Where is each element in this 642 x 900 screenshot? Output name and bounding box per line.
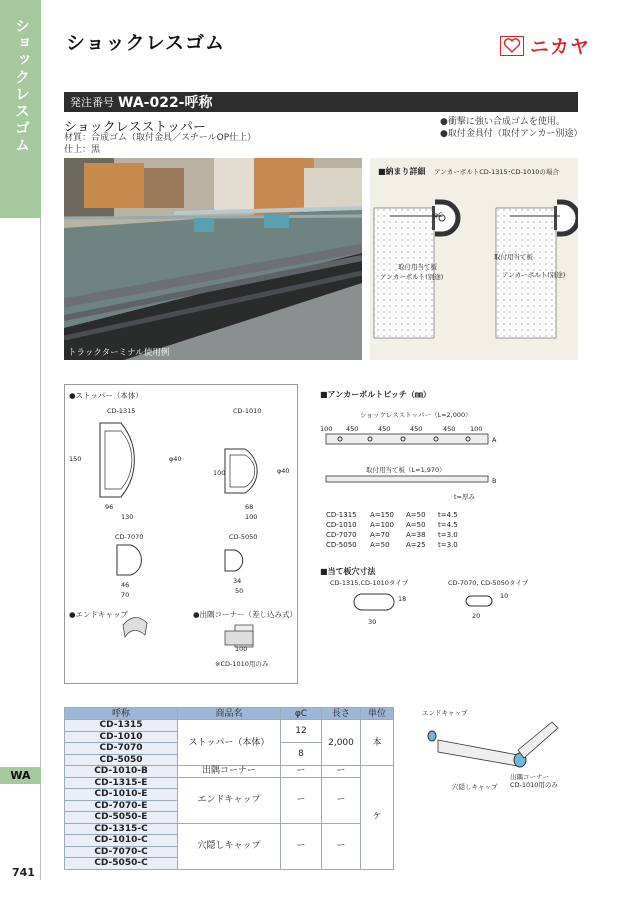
table-code: CD-7070 bbox=[65, 743, 178, 755]
hole-left-w: 30 bbox=[368, 618, 377, 626]
cd1010-h: 100 bbox=[213, 469, 226, 477]
feature-1: ●衝撃に強い合成ゴムを使用。 bbox=[440, 117, 565, 127]
col-phi: φC bbox=[281, 708, 322, 720]
table-code: CD-7070-C bbox=[65, 846, 178, 858]
cell-dash: ー bbox=[281, 777, 322, 823]
table-code: CD-1010 bbox=[65, 731, 178, 743]
brand-name: ニカヤ bbox=[530, 36, 591, 58]
hole-right-type: CD-7070, CD-5050タイプ bbox=[448, 579, 529, 587]
cd1315-w2: 96 bbox=[105, 503, 114, 511]
cell-dash: ー bbox=[322, 766, 361, 778]
pitch-dim-1: 100 bbox=[320, 425, 333, 433]
cell-dash: ー bbox=[322, 777, 361, 823]
detail-left-plate: 取付用当て板 bbox=[398, 263, 437, 271]
col-unit: 単位 bbox=[361, 708, 394, 720]
stopper-heading: ●ストッパー（本体） bbox=[69, 391, 143, 400]
side-tab-label: ショックレスゴム bbox=[13, 18, 31, 154]
hole-right-w: 20 bbox=[472, 612, 481, 620]
stopper-drawings bbox=[65, 385, 297, 683]
cd1010-w2: 68 bbox=[245, 503, 254, 511]
hole-left-type: CD-1315,CD-1010タイプ bbox=[330, 579, 409, 587]
detail-subtitle: アンカーボルトCD-1315･CD-1010の場合 bbox=[434, 168, 559, 176]
pitch-plate: 取付用当て板（L=1,970） bbox=[366, 466, 446, 474]
cell-hidden: 穴隠しキャップ bbox=[178, 823, 281, 869]
table-code: CD-1315-C bbox=[65, 823, 178, 835]
table-code: CD-1010-B bbox=[65, 766, 178, 778]
product-name: ショックレスストッパー bbox=[64, 120, 206, 135]
spec-finish: 仕上：黒 bbox=[64, 145, 101, 155]
pitch-row: CD-7070 A=70 A=38 t=3.0 bbox=[326, 531, 458, 539]
asm-endcap: エンドキャップ bbox=[422, 709, 468, 717]
pitch-row: CD-1010 A=100 A=50 t=4.5 bbox=[326, 521, 458, 529]
col-name: 商品名 bbox=[178, 708, 281, 720]
pitch-heading: ■アンカーボルトピッチ（㎜） bbox=[320, 390, 431, 399]
table-code: CD-5050-E bbox=[65, 812, 178, 824]
cell-stopper: ストッパー（本体） bbox=[178, 720, 281, 766]
cd5050-w: 50 bbox=[235, 587, 244, 595]
heart-logo-icon bbox=[500, 36, 524, 56]
cell-dash: ー bbox=[281, 766, 322, 778]
product-table bbox=[64, 707, 394, 870]
table-code: CD-7070-E bbox=[65, 800, 178, 812]
cd1315-w: 130 bbox=[121, 513, 134, 521]
cd1315-h: 150 bbox=[69, 455, 82, 463]
pitch-table bbox=[326, 510, 458, 550]
pitch-label-a: A bbox=[492, 436, 497, 444]
pitch-label-b: B bbox=[492, 477, 497, 485]
pitch-row: CD-5050 A=50 A=25 t=3.0 bbox=[326, 541, 458, 549]
usage-photo bbox=[64, 158, 362, 360]
section-badge: WA bbox=[0, 767, 41, 784]
cell-unit-ko: ケ bbox=[361, 766, 394, 870]
cd5050-name: CD-5050 bbox=[229, 533, 258, 541]
detail-phi: φC bbox=[434, 211, 443, 219]
table-code: CD-5050-C bbox=[65, 858, 178, 870]
col-length: 長さ bbox=[322, 708, 361, 720]
endcap-heading: ●エンドキャップ bbox=[69, 610, 129, 619]
cell-phi-12: 12 bbox=[281, 720, 322, 743]
cell-unit-pc: 本 bbox=[361, 720, 394, 766]
cell-phi-8: 8 bbox=[281, 743, 322, 766]
order-prefix: 発注番号 bbox=[70, 96, 114, 109]
spec-material: 材質：合成ゴム（取付金具／スチールOP仕上） bbox=[64, 133, 257, 143]
detail-title: ■納まり詳細 bbox=[378, 167, 426, 176]
photo-caption: トラックターミナル使用例 bbox=[68, 348, 170, 358]
cell-dash: ー bbox=[281, 823, 322, 869]
table-code: CD-5050 bbox=[65, 754, 178, 766]
cd1010-w: 100 bbox=[245, 513, 258, 521]
order-number-bar bbox=[64, 92, 578, 112]
detail-right-plate: 取付用当て板 bbox=[494, 253, 533, 261]
cd1010-d: φ40 bbox=[277, 467, 290, 475]
cd1315-d: φ40 bbox=[169, 455, 182, 463]
detail-right-anchor: アンカーボルト(別途) bbox=[502, 271, 566, 279]
pitch-dim-6: 100 bbox=[470, 425, 483, 433]
hole-left-h: 18 bbox=[398, 595, 407, 603]
feature-2: ●取付金具付（取付アンカー別途） bbox=[440, 129, 583, 139]
table-code: CD-1315-E bbox=[65, 777, 178, 789]
hole-heading: ■当て板穴寸法 bbox=[320, 567, 376, 576]
cd1010-name: CD-1010 bbox=[233, 407, 262, 415]
page-number: 741 bbox=[12, 866, 35, 879]
col-code: 呼称 bbox=[65, 708, 178, 720]
asm-corner: 出隅コーナー bbox=[510, 773, 549, 781]
pitch-dim-3: 450 bbox=[378, 425, 391, 433]
pitch-dim-2: 450 bbox=[346, 425, 359, 433]
detail-left-anchor: アンカーボルト(別途) bbox=[380, 273, 444, 281]
cd7070-w2: 46 bbox=[121, 581, 130, 589]
stopper-dimension-box bbox=[64, 384, 298, 684]
corner-d1: 100 bbox=[235, 645, 248, 653]
cd7070-name: CD-7070 bbox=[115, 533, 144, 541]
cd5050-w2: 34 bbox=[233, 577, 242, 585]
cell-length: 2,000 bbox=[322, 720, 361, 766]
pitch-total: ショックレスストッパー（L=2,000） bbox=[360, 411, 472, 419]
order-code: WA-022-呼称 bbox=[118, 95, 213, 111]
corner-heading: ●出隅コーナー（差し込み式） bbox=[193, 610, 298, 619]
hole-right-h: 10 bbox=[500, 592, 509, 600]
installation-detail-panel bbox=[370, 158, 578, 360]
hole-drawing bbox=[350, 588, 510, 618]
cd7070-w: 70 bbox=[121, 591, 130, 599]
asm-corner-note: CD-1010用のみ bbox=[510, 781, 558, 789]
brand-logo bbox=[500, 32, 590, 59]
page-title: ショックレスゴム bbox=[66, 32, 226, 54]
cell-dash: ー bbox=[322, 823, 361, 869]
table-code: CD-1010-C bbox=[65, 835, 178, 847]
cell-endcap: エンドキャップ bbox=[178, 777, 281, 823]
pitch-dim-5: 450 bbox=[443, 425, 456, 433]
cd1315-name: CD-1315 bbox=[107, 407, 136, 415]
asm-hidden: 穴隠しキャップ bbox=[452, 783, 498, 791]
pitch-thick: t=厚み bbox=[454, 493, 475, 501]
cell-corner: 出隅コーナー bbox=[178, 766, 281, 778]
table-code: CD-1315 bbox=[65, 720, 178, 732]
table-code: CD-1010-E bbox=[65, 789, 178, 801]
pitch-dim-4: 450 bbox=[410, 425, 423, 433]
pitch-row: CD-1315 A=150 A=50 t=4.5 bbox=[326, 511, 458, 519]
corner-note: ※CD-1010用のみ bbox=[215, 660, 269, 668]
